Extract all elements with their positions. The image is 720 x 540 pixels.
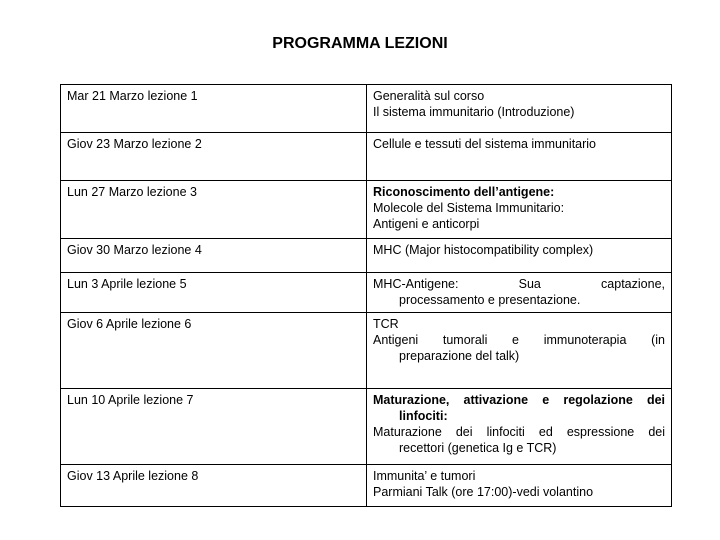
topic-line: Antigeni tumorali e immunoterapia (in [373,333,665,347]
lesson-date: Giov 30 Marzo lezione 4 [61,239,367,273]
topic-line: Parmiani Talk (ore 17:00)-vedi volantino [373,485,594,499]
topic-line: Immunita’ e tumori [373,469,476,483]
table-row [61,181,672,239]
schedule-table [60,84,672,507]
lesson-topic [367,181,672,239]
lesson-topic [367,465,672,507]
table-row [61,273,672,313]
lesson-topic [367,85,672,133]
lesson-date: Lun 27 Marzo lezione 3 [61,181,367,239]
lesson-date: Mar 21 Marzo lezione 1 [61,85,367,133]
lesson-topic [367,313,672,389]
lesson-topic [367,273,672,313]
lesson-date: Lun 10 Aprile lezione 7 [61,389,367,465]
table-row [61,239,672,273]
topic-line: Generalità sul corso [373,89,485,103]
topic-line: linfociti: [399,409,448,423]
lesson-topic [367,133,672,181]
topic-line: Antigeni e anticorpi [373,217,480,231]
table-row [61,133,672,181]
lesson-date: Giov 23 Marzo lezione 2 [61,133,367,181]
topic-line: MHC-Antigene: Sua captazione, [373,277,665,291]
topic-line: Riconoscimento dell’antigene: [373,185,555,199]
topic-line: Maturazione, attivazione e regolazione dei [373,393,665,407]
topic-line: MHC (Major histocompatibility complex) [373,243,594,257]
table-row [61,85,672,133]
lesson-date: Giov 6 Aprile lezione 6 [61,313,367,389]
topic-line: preparazione del talk) [399,349,520,363]
topic-line: Maturazione dei linfociti ed espressione dei [373,425,665,439]
topic-line: recettori (genetica Ig e TCR) [399,441,557,455]
topic-line: TCR [373,317,399,331]
topic-line: Il sistema immunitario (Introduzione) [373,105,575,119]
topic-line: processamento e presentazione. [399,293,581,307]
lesson-topic [367,389,672,465]
table-row [61,465,672,507]
lesson-topic [367,239,672,273]
table-row [61,389,672,465]
topic-line: Cellule e tessuti del sistema immunitario [373,137,597,151]
table-row [61,313,672,389]
topic-line: Molecole del Sistema Immunitario: [373,201,565,215]
page-title: PROGRAMMA LEZIONI [272,35,448,52]
lesson-date: Giov 13 Aprile lezione 8 [61,465,367,507]
lesson-date: Lun 3 Aprile lezione 5 [61,273,367,313]
